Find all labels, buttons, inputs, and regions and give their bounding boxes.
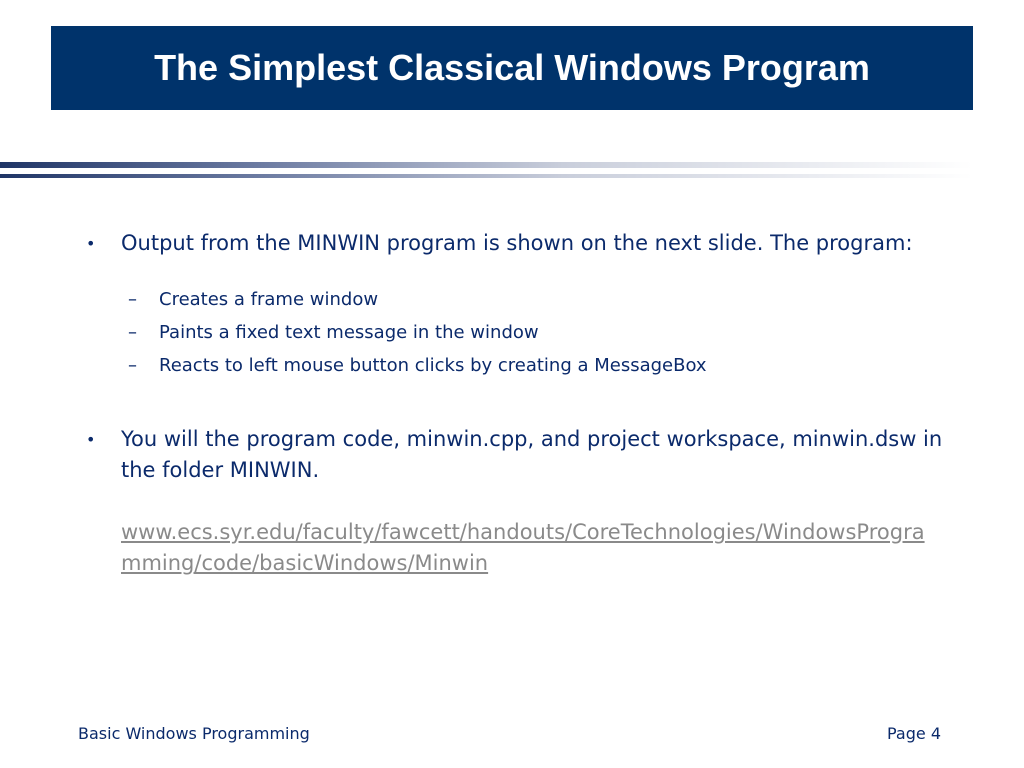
bullet-item-2 bbox=[86, 424, 966, 579]
slide-title: The Simplest Classical Windows Program bbox=[154, 47, 870, 88]
sub-bullet-text: Creates a frame window bbox=[159, 289, 379, 310]
footer-title: Basic Windows Programming bbox=[78, 724, 310, 743]
sub-bullet-marker: – bbox=[128, 322, 137, 343]
bullet-item-1 bbox=[86, 228, 966, 259]
sub-bullet-marker: – bbox=[128, 355, 137, 376]
bullet-text-2: You will the program code, minwin.cpp, and project workspace, minwin.dsw in the folder MINWIN. bbox=[121, 427, 943, 482]
bullet-marker: • bbox=[86, 430, 96, 449]
sub-bullet-text: Reacts to left mouse button clicks by creating a MessageBox bbox=[159, 355, 707, 376]
bullet-marker: • bbox=[86, 234, 96, 253]
sub-bullet-text: Paints a fixed text message in the window bbox=[159, 322, 539, 343]
sub-bullet-item bbox=[128, 316, 966, 349]
divider-line-bottom bbox=[0, 174, 1024, 178]
sub-bullet-marker: – bbox=[128, 289, 137, 310]
sub-bullet-item bbox=[128, 349, 966, 382]
sub-bullet-list bbox=[128, 283, 966, 382]
slide-body bbox=[86, 228, 966, 579]
title-bar bbox=[51, 26, 973, 110]
page-number: Page 4 bbox=[887, 724, 941, 743]
divider-line-top bbox=[0, 162, 1024, 168]
folder-link[interactable]: www.ecs.syr.edu/faculty/fawcett/handouts/CoreTechnologies/WindowsProgramming/code/basicWindows/Minwin bbox=[121, 520, 925, 575]
sub-bullet-item bbox=[128, 283, 966, 316]
bullet-text-1: Output from the MINWIN program is shown on the next slide. The program: bbox=[121, 231, 913, 255]
